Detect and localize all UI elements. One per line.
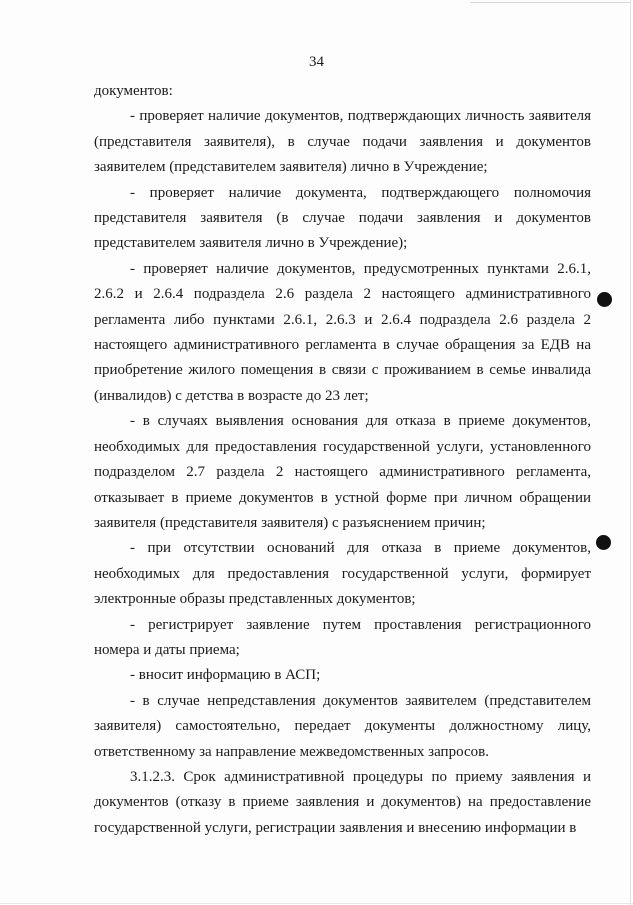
paragraph-deadline: 3.1.2.3. Срок административной процедуры по приему заявления и документов (отказу в приеме заявления и документов) на предоставление государственной услуги, регистрации заявления и внесению информации в xyxy=(94,768,591,836)
paragraph-electronic-images: - при отсутствии оснований для отказа в приеме документов, необходимых для предоставления государственной услуги, формирует электронные образы представленных документов; xyxy=(94,540,591,608)
scan-artifact-edge-bottom xyxy=(0,903,633,904)
scan-artifact-line xyxy=(470,2,630,3)
hole-punch-mark xyxy=(597,292,612,307)
scan-artifact-edge xyxy=(630,0,631,905)
page-number: 34 xyxy=(309,54,324,70)
paragraph-continuation: документов: xyxy=(94,83,173,99)
paragraph-refusal: - в случаях выявления основания для отказа в приеме документов, необходимых для предоставления государственной услуги, установленного подразделом 2.7 раздела 2 настоящего административного регламента, отказывает в приеме документов в устной форме при личном обращении заявителя (представителя заявителя) с разъяснением причин; xyxy=(94,413,591,531)
paragraph-asp: - вносит информацию в АСП; xyxy=(130,667,321,684)
paragraph-register: - регистрирует заявление путем проставления регистрационного номера и даты приема; xyxy=(94,616,591,658)
paragraph-check-identity: - проверяет наличие документов, подтверждающих личность заявителя (представителя заявителя), в случае подачи заявления и документов заявителем (представителем заявителя) лично в Учреждение; xyxy=(94,108,591,176)
paragraph-check-documents: - проверяет наличие документов, предусмотренных пунктами 2.6.1, 2.6.2 и 2.6.4 подраздела 2.6 раздела 2 настоящего административного регламента либо пунктами 2.6.1, 2.6.3 и 2.6.4 подраздела 2.6 раздела 2 настоящего административного регламента в случае обращения за ЕДВ на приобретение жилого помещения в связи с проживанием в семье инвалида (инвалидов) с детства в возрасте до 23 лет; xyxy=(94,260,591,404)
paragraph-interagency: - в случае непредставления документов заявителем (представителем заявителя) самостоятельно, передает документы должностному лицу, ответственному за направление межведомственных запросов. xyxy=(94,692,591,760)
hole-punch-mark xyxy=(596,535,611,550)
paragraph-check-authority: - проверяет наличие документа, подтверждающего полномочия представителя заявителя (в случае подачи заявления и документов представителем заявителя лично в Учреждение); xyxy=(94,184,591,252)
document-body xyxy=(94,79,591,841)
